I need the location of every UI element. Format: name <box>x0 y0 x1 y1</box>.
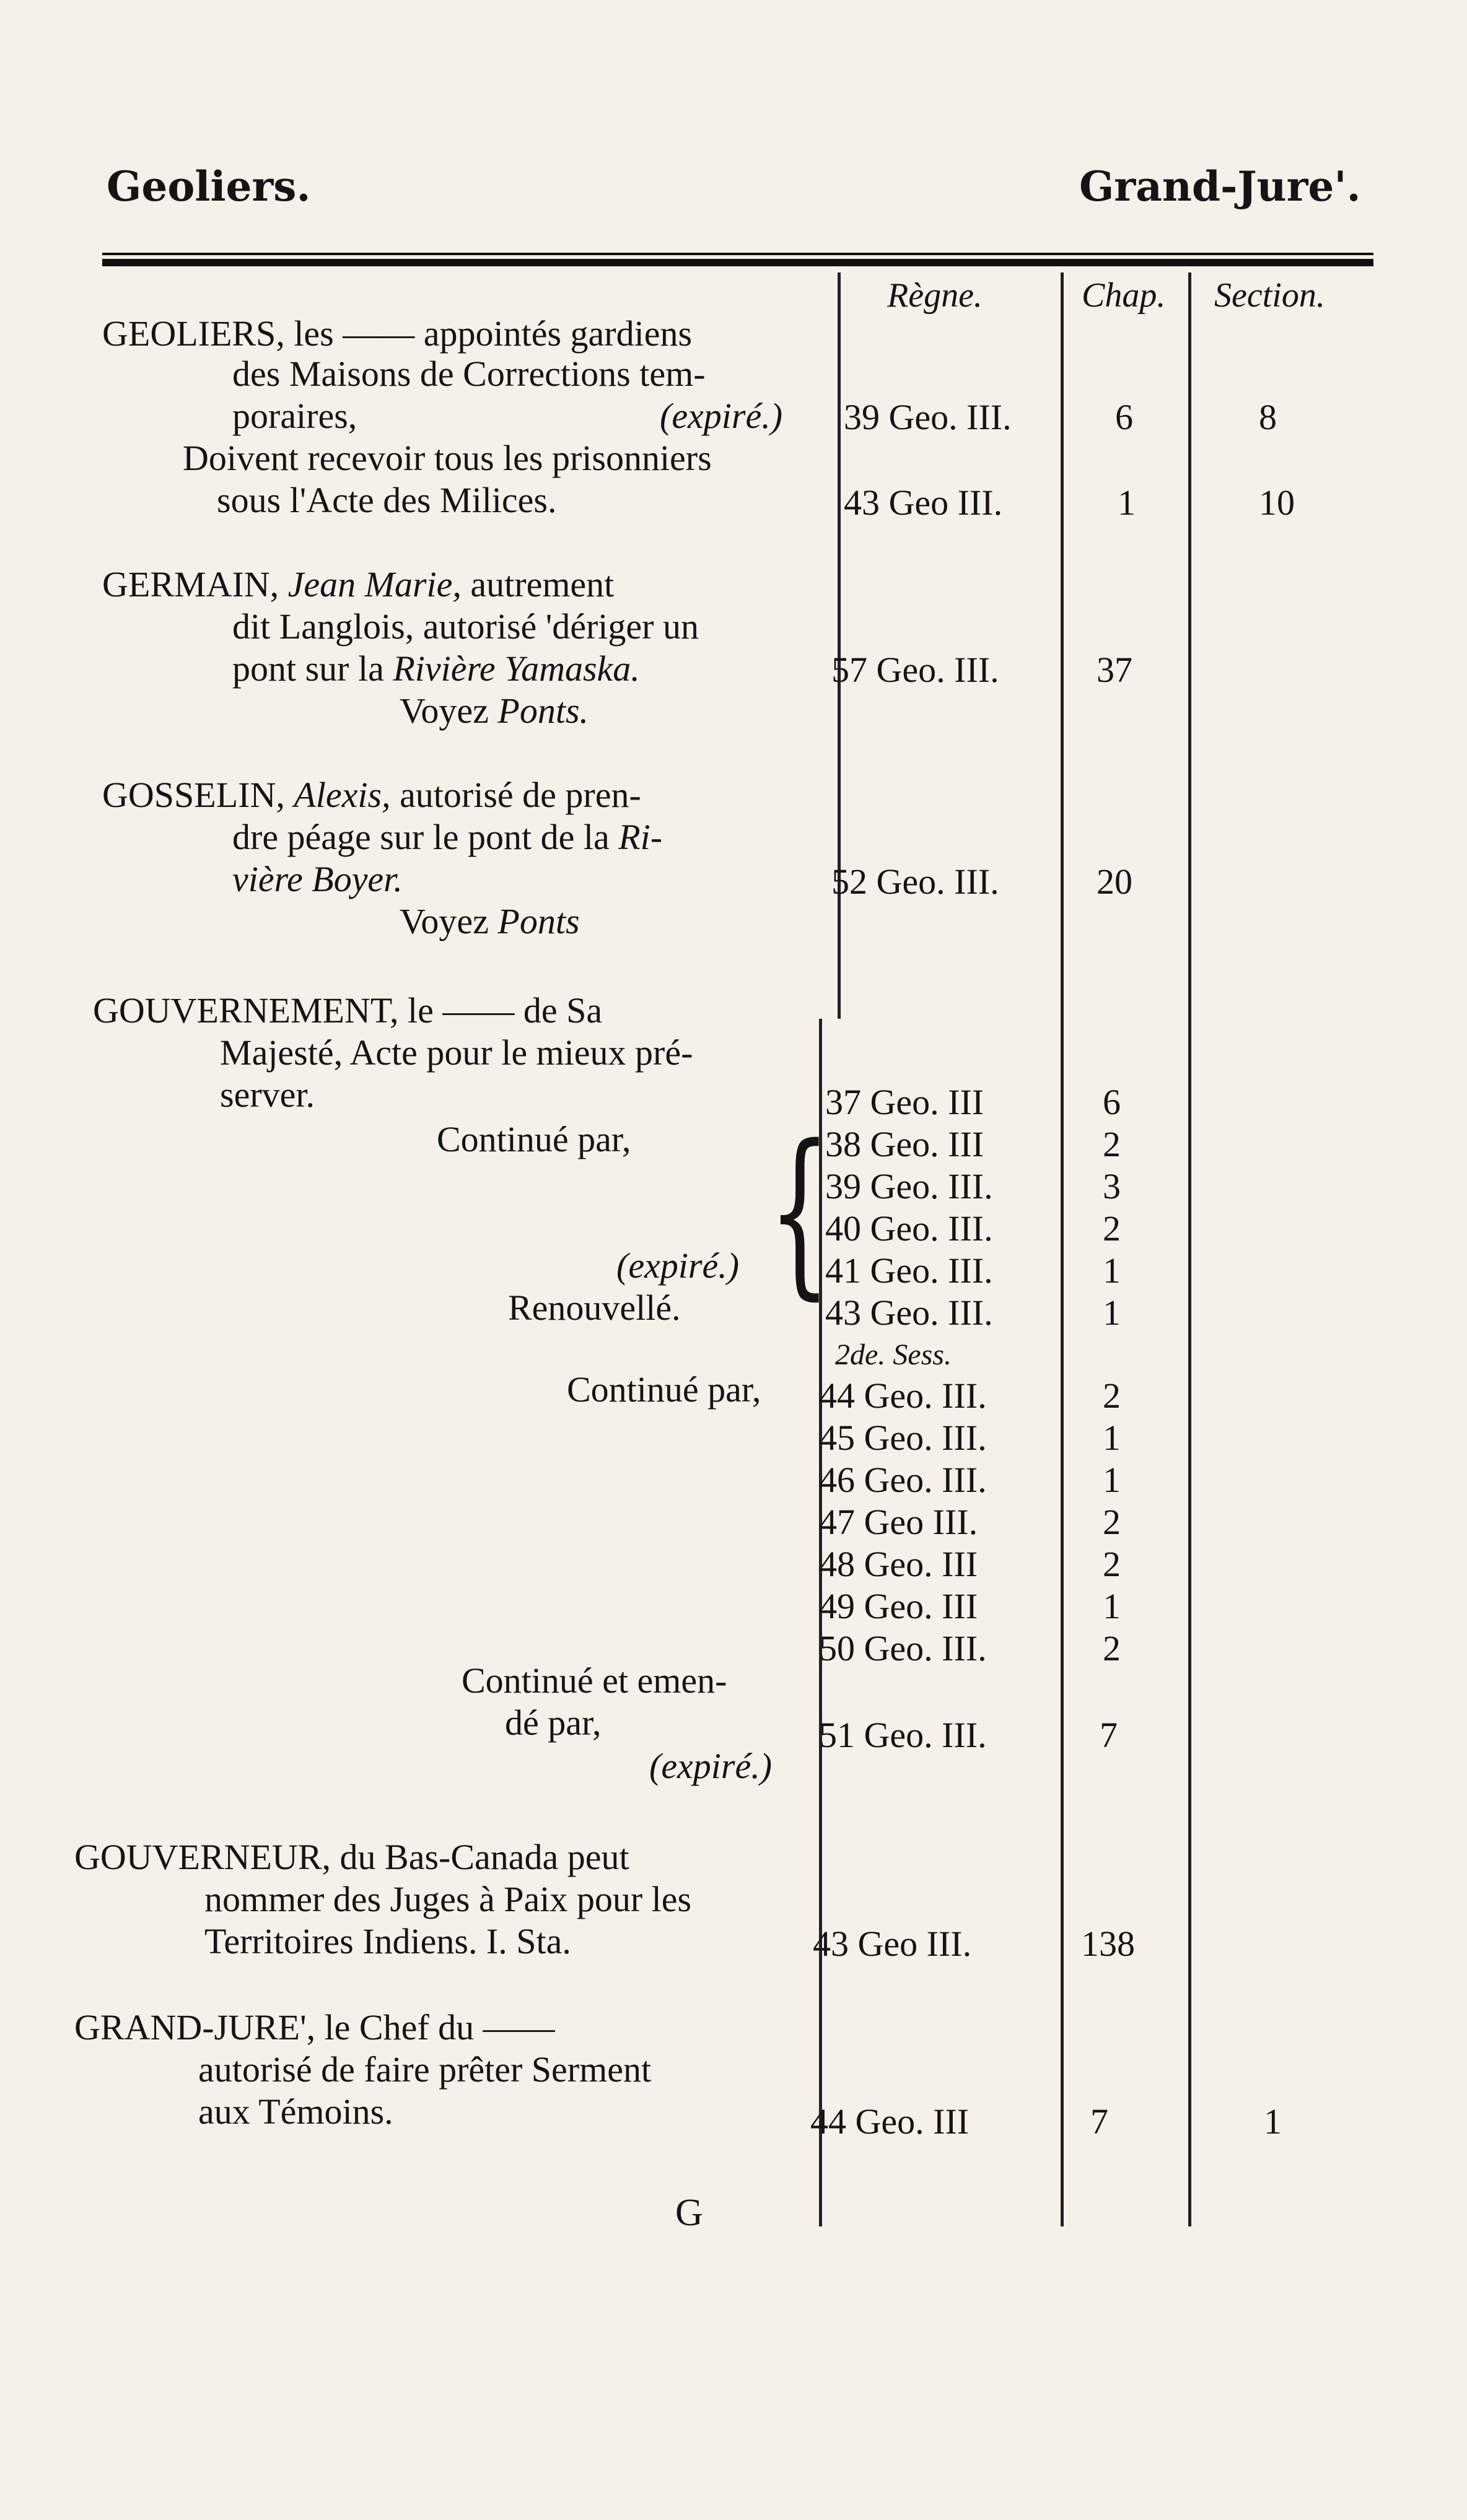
entry-gouvernement-line-1: GOUVERNEMENT, le —— de Sa <box>93 990 603 1031</box>
entry-gosselin-line-3: vière Boyer. <box>232 859 403 899</box>
gouv-row-4-regne: 40 Geo. III. <box>825 1208 993 1249</box>
entry-grand-jure-section: 1 <box>1264 2101 1282 2142</box>
gouv-row-9-regne: 46 Geo. III. <box>819 1460 987 1500</box>
entry-germain-chap: 37 <box>1097 650 1132 690</box>
entry-gouvernement-brace: { <box>768 1107 831 1316</box>
entry-gosselin-chap: 20 <box>1097 861 1132 902</box>
gouv-row-8-chap: 1 <box>1103 1418 1121 1458</box>
column-divider-regne <box>1061 272 1064 2226</box>
entry-gouvernement-expire-1: (expiré.) <box>616 1245 740 1286</box>
entry-germain-name: GERMAIN, <box>102 564 279 604</box>
header-rule-thin <box>102 253 1373 255</box>
gouv-row-1-regne: 37 Geo. III <box>825 1082 984 1122</box>
entry-geoliers-section-1: 8 <box>1259 397 1277 437</box>
entry-geoliers-line-2: des Maisons de Corrections tem- <box>232 354 706 394</box>
entry-gosselin-firstname: Alexis, <box>294 775 391 815</box>
entry-grand-jure-chap: 7 <box>1090 2101 1108 2142</box>
gouv-row-8-regne: 45 Geo. III. <box>819 1418 987 1458</box>
entry-geoliers-expire: (expiré.) <box>660 396 783 436</box>
gouv-row-5-chap: 1 <box>1103 1250 1121 1291</box>
gouv-row-7-chap: 2 <box>1103 1376 1121 1416</box>
gouv-row-5-regne: 41 Geo. III. <box>825 1250 993 1291</box>
entry-gosselin-regne: 52 Geo. III. <box>831 861 999 902</box>
column-header-regne: Règne. <box>887 276 983 315</box>
entry-geoliers-line-3: poraires, <box>232 396 357 436</box>
running-head-right: Grand-Jure'. <box>1079 162 1361 211</box>
entry-gouverneur-regne: 43 Geo III. <box>813 1924 972 1964</box>
entry-gouvernement-session: 2de. Sess. <box>835 1338 952 1371</box>
gouv-row-3-chap: 3 <box>1103 1166 1121 1206</box>
entry-gosselin-name: GOSSELIN, <box>102 775 285 815</box>
entry-germain-line-3 <box>232 648 640 690</box>
entry-germain-voyez: Voyez <box>400 691 489 731</box>
gouv-row-13-chap: 2 <box>1103 1628 1121 1668</box>
entry-geoliers-chap-2: 1 <box>1118 482 1136 523</box>
entry-gosselin-line-2 <box>232 816 662 858</box>
entry-gouvernement-renouvelle: Renouvellé. <box>508 1288 681 1328</box>
gouv-row-10-chap: 2 <box>1103 1502 1121 1542</box>
entry-gosselin-ri: Ri- <box>618 817 663 857</box>
gouv-row-6-chap: 1 <box>1103 1293 1121 1333</box>
gouv-row-6-regne: 43 Geo. III. <box>825 1293 993 1333</box>
gouv-row-12-regne: 49 Geo. III <box>819 1586 978 1626</box>
gouv-row-4-chap: 2 <box>1103 1208 1121 1249</box>
column-divider-chap <box>1188 272 1191 2226</box>
gouv-row-12-chap: 1 <box>1103 1586 1121 1626</box>
entry-geoliers-line-4: Doivent recevoir tous les prisonniers <box>183 438 712 478</box>
column-divider-text-upper <box>838 272 841 1019</box>
entry-gouverneur-chap: 138 <box>1081 1924 1135 1964</box>
column-header-section: Section. <box>1214 276 1325 315</box>
entry-geoliers-regne-1: 39 Geo. III. <box>844 397 1012 437</box>
gouv-row-10-regne: 47 Geo III. <box>819 1502 978 1542</box>
entry-geoliers-section-2: 10 <box>1259 482 1295 523</box>
gouv-row-7-regne: 44 Geo. III. <box>819 1376 987 1416</box>
entry-germain-firstname: Jean Marie, <box>287 564 462 604</box>
gouv-row-13-regne: 50 Geo. III. <box>819 1628 987 1668</box>
entry-gosselin-autorise: autorisé de pren- <box>400 775 641 815</box>
entry-gosselin-voyez: Voyez <box>400 901 489 941</box>
entry-gouvernement-continue-3b: dé par, <box>505 1703 602 1743</box>
gouv-row-9-chap: 1 <box>1103 1460 1121 1500</box>
entry-grand-jure-line-3: aux Témoins. <box>198 2091 393 2132</box>
entry-geoliers-regne-2: 43 Geo III. <box>844 482 1003 523</box>
header-rule-thick <box>102 259 1373 266</box>
entry-gouverneur-line-2: nommer des Juges à Paix pour les <box>204 1879 692 1919</box>
entry-gosselin-peage: dre péage sur le pont de la <box>232 817 610 857</box>
column-header-chap: Chap. <box>1082 276 1166 315</box>
entry-gouvernement-continue-2: Continué par, <box>567 1369 761 1410</box>
gouv-row-11-regne: 48 Geo. III <box>819 1544 978 1584</box>
entry-germain-ponts: Ponts. <box>497 691 589 731</box>
gouv-row-2-chap: 2 <box>1103 1124 1121 1164</box>
entry-gouvernement-line-3: server. <box>220 1075 315 1115</box>
entry-gouvernement-continue-3a: Continué et emen- <box>462 1660 727 1701</box>
gouv-row-1-chap: 6 <box>1103 1082 1121 1122</box>
entry-gouverneur-line-1: GOUVERNEUR, du Bas-Canada peut <box>74 1837 629 1877</box>
entry-gosselin-line-4 <box>400 900 580 943</box>
running-head-left: Geoliers. <box>107 162 311 211</box>
entry-grand-jure-line-2: autorisé de faire prêter Serment <box>198 2049 652 2090</box>
entry-gosselin-line-1 <box>102 774 641 816</box>
entry-grand-jure-regne: 44 Geo. III <box>810 2101 970 2142</box>
gouv-row-14-chap: 7 <box>1100 1715 1118 1755</box>
entry-germain-line-2: dit Langlois, autorisé 'dériger un <box>232 606 699 647</box>
gouv-row-11-chap: 2 <box>1103 1544 1121 1584</box>
entry-germain-riviere: Rivière Yamaska. <box>393 648 640 689</box>
entry-germain-line-1 <box>102 564 614 606</box>
entry-germain-autrement: autrement <box>470 564 615 604</box>
gouv-row-3-regne: 39 Geo. III. <box>825 1166 993 1206</box>
signature-mark: G <box>675 2192 703 2234</box>
entry-germain-pont: pont sur la <box>232 648 384 689</box>
entry-germain-line-4 <box>400 690 589 732</box>
entry-gouvernement-expire-2: (expiré.) <box>649 1746 773 1786</box>
gouv-row-2-regne: 38 Geo. III <box>825 1124 984 1164</box>
entry-gouvernement-continue-1: Continué par, <box>437 1119 631 1159</box>
entry-gouvernement-line-2: Majesté, Acte pour le mieux pré- <box>220 1032 693 1073</box>
entry-geoliers-line-1: GEOLIERS, les —— appointés gardiens <box>102 313 693 354</box>
entry-gouverneur-line-3: Territoires Indiens. I. Sta. <box>204 1921 571 1961</box>
entry-gosselin-ponts: Ponts <box>497 901 580 941</box>
entry-geoliers-line-5: sous l'Acte des Milices. <box>217 480 557 520</box>
entry-germain-regne: 57 Geo. III. <box>831 650 999 690</box>
gouv-row-14-regne: 51 Geo. III. <box>819 1715 987 1755</box>
entry-grand-jure-line-1: GRAND-JURE', le Chef du —— <box>74 2007 555 2047</box>
entry-geoliers-chap-1: 6 <box>1115 397 1133 437</box>
